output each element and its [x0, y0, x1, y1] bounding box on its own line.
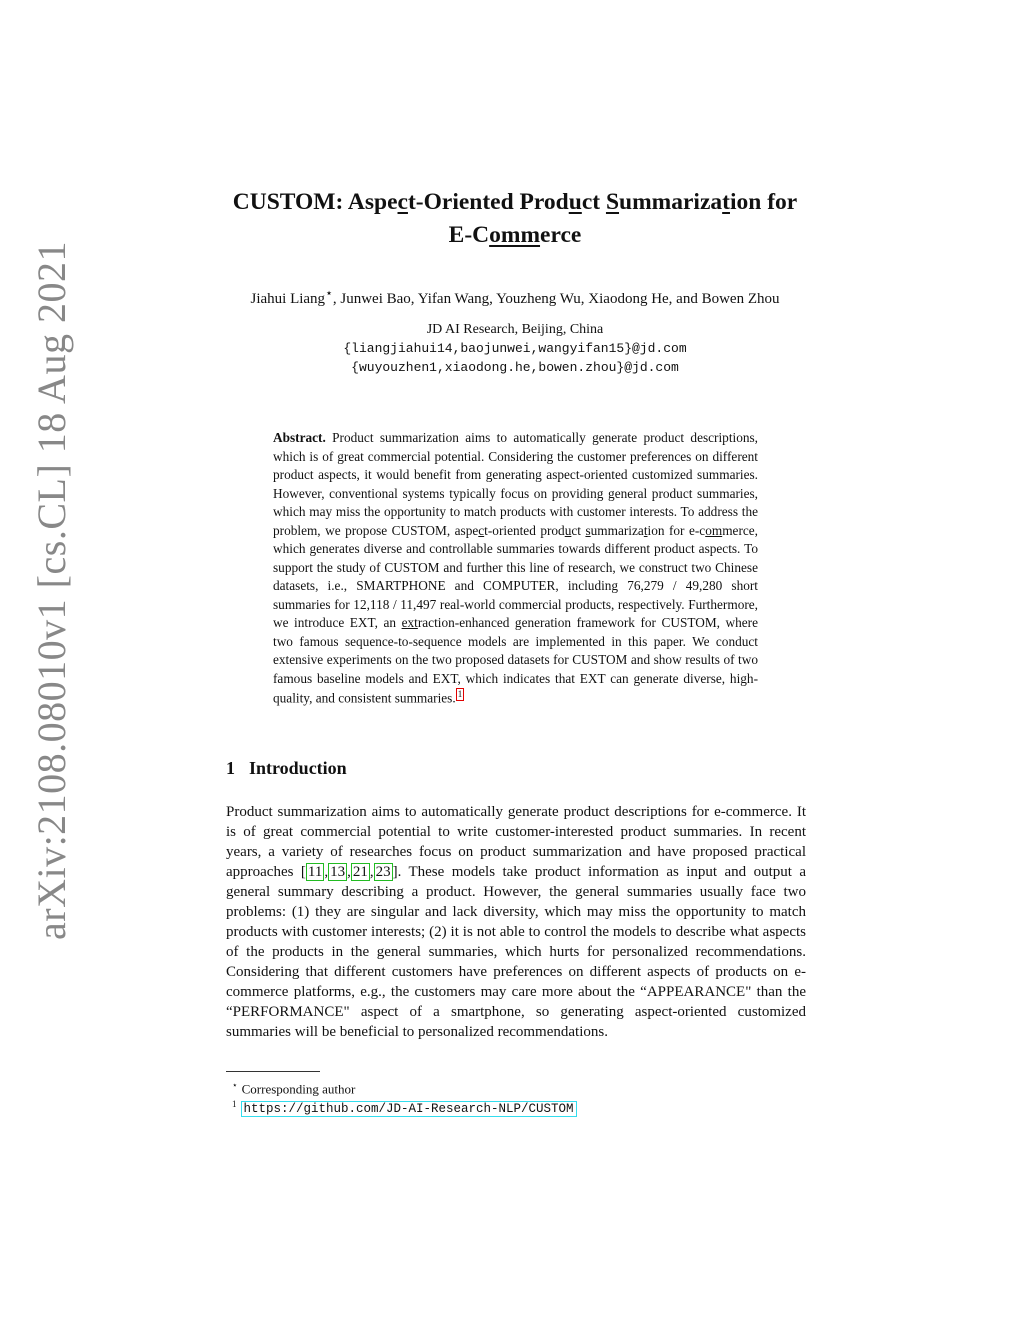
- abstract: Abstract. Product summarization aims to automatically generate product descriptions, which is of great commercial potential. Considering the customer preferences on different product aspects, it would benefit from generating aspect-oriented customized summaries. However, conventional systems typically focus on providing general product summaries, which may miss the opportunity to match products with customer interests. To address the problem, we propose CUSTOM, aspect-oriented product summarization for e-commerce, which generates diverse and controllable summaries towards different product aspects. To support the study of CUSTOM and further this line of research, we construct two Chinese datasets, i.e., SMARTPHONE and COMPUTER, including 76,279 / 49,280 short summaries for 12,118 / 11,497 real-world commercial products, respectively. Furthermore, we introduce EXT, an extraction-enhanced generation framework for CUSTOM, where two famous sequence-to-sequence models are implemented in this paper. We conduct extensive experiments on the two proposed datasets for CUSTOM and show results of two famous baseline models and EXT, which indicates that EXT can generate diverse, high-quality, and consistent summaries. 1: [273, 430, 759, 706]
- section-heading: [226, 758, 347, 779]
- citation-link[interactable]: 23: [375, 864, 391, 880]
- abstract-label: Abstract.: [273, 430, 326, 445]
- email-line-2: {wuyouzhen1,xiaodong.he,bowen.zhou}@jd.com: [351, 360, 679, 375]
- citation-link[interactable]: 11: [307, 864, 323, 880]
- affiliation: [200, 320, 830, 377]
- citation-link[interactable]: 13: [330, 864, 346, 880]
- author-list: Jiahui Liang⋆, Junwei Bao, Yifan Wang, Youzheng Wu, Xiaodong He, and Bowen Zhou: [250, 286, 780, 307]
- paper-title: CUSTOM: Aspect-Oriented Product Summarization for E-Commerce: [232, 189, 798, 248]
- footnote-link-1[interactable]: 1: [457, 689, 463, 699]
- intro-paragraph: Product summarization aims to automatically generate product descriptions for e-commerce. It is of great commercial potential to write customer-interested product summaries. In recent years, a variety of researches focus on product summarization and have proposed practical approaches [ 11 , 13 , 21 , 23 ]. These models take product information as input and output a general summary describing a product. However, the general summaries usually face two problems: (1) they are singular and lack diversity, which may miss the opportunity to match products with customer interests; (2) it is not able to control the models to describe what aspects of the products in the general summaries, which hurts for personalized recommendations. Considering that different customers have preferences on different aspects of products on e-commerce platforms, e.g., the customers may care more about the “APPEARANCE" than the “PERFORMANCE" aspect of a smartphone, so generating aspect-oriented customized summaries will be beneficial to personalized recommendations.: [226, 804, 806, 1040]
- footnote-corresponding: ⋆ Corresponding author: [232, 1080, 356, 1097]
- arxiv-id[interactable]: arXiv:2108.08010v1 [cs.CL] 18 Aug 2021: [29, 241, 74, 940]
- footnote-rule: [226, 1071, 320, 1072]
- section-number: 1: [226, 758, 235, 778]
- footnote-url: $^1$ https://github.com/JD-AI-Research-NLP/CUSTOM: [232, 1096, 577, 1118]
- affiliation-org: JD AI Research, Beijing, China: [426, 322, 604, 337]
- citation-link[interactable]: 21: [352, 864, 368, 880]
- email-line-1: {liangjiahui14,baojunwei,wangyifan15}@jd.com: [343, 341, 687, 356]
- section-title: Introduction: [249, 758, 347, 778]
- github-link[interactable]: https://github.com/JD-AI-Research-NLP/CUSTOM: [241, 1101, 577, 1117]
- corresponding-star: ⋆: [325, 286, 333, 300]
